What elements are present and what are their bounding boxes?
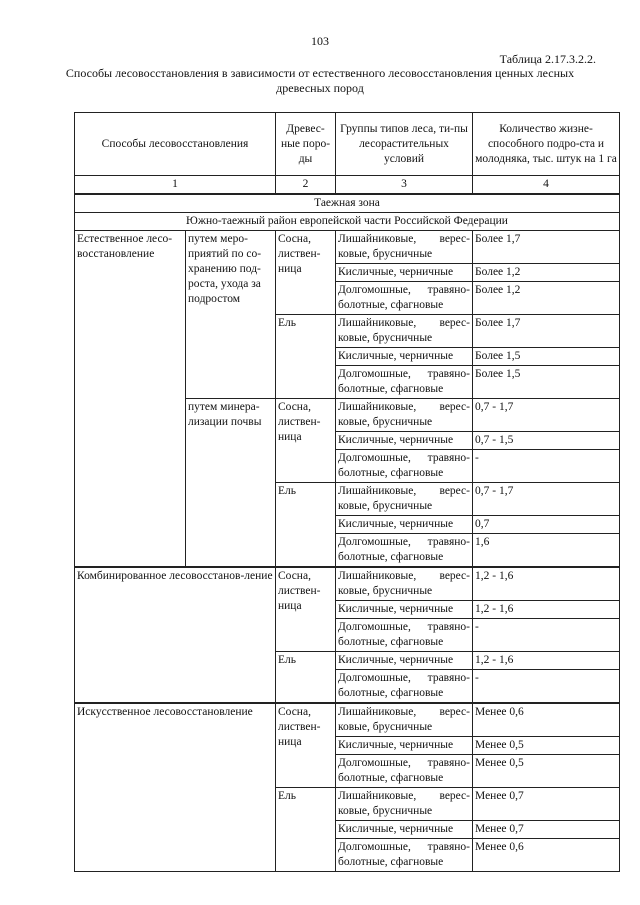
table-row [75, 703, 620, 737]
method-combined: Комбинированное лесовосстанов-ление [75, 567, 276, 703]
quantity-value: Менее 0,6 [473, 839, 620, 872]
table-row [75, 231, 620, 264]
forest-type: Лишайниковые, верес-ковые, брусничные [336, 703, 473, 737]
forest-type: Долгомошные, травяно-болотные, сфагновые [336, 366, 473, 399]
quantity-value: Более 1,7 [473, 315, 620, 348]
quantity-value: - [473, 670, 620, 704]
species-spruce: Ель [276, 483, 336, 568]
species-pine-larch: Сосна, листвен-ница [276, 399, 336, 483]
forest-type: Лишайниковые, верес-ковые, брусничные [336, 788, 473, 821]
species-spruce: Ель [276, 652, 336, 704]
quantity-value: Более 1,2 [473, 264, 620, 282]
forest-type: Кисличные, черничные [336, 516, 473, 534]
forest-type: Лишайниковые, верес-ковые, брусничные [336, 399, 473, 432]
quantity-value: 0,7 - 1,5 [473, 432, 620, 450]
species-pine-larch: Сосна, листвен-ница [276, 703, 336, 788]
forest-type: Долгомошные, травяно-болотные, сфагновые [336, 619, 473, 652]
header-row [75, 113, 620, 176]
column-number: 3 [336, 176, 473, 195]
forest-type: Кисличные, черничные [336, 348, 473, 366]
quantity-value: Менее 0,5 [473, 755, 620, 788]
quantity-value: Менее 0,7 [473, 821, 620, 839]
column-number: 1 [75, 176, 276, 195]
forest-type: Кисличные, черничные [336, 652, 473, 670]
quantity-value: 0,7 - 1,7 [473, 399, 620, 432]
species-spruce: Ель [276, 788, 336, 872]
forest-type: Долгомошные, травяно-болотные, сфагновые [336, 282, 473, 315]
method-natural-sub1: путем меро-приятий по со-хранению под-роста, ухода за подростом [186, 231, 276, 399]
column-number: 4 [473, 176, 620, 195]
forest-type: Долгомошные, травяно-болотные, сфагновые [336, 755, 473, 788]
quantity-value: 1,2 - 1,6 [473, 567, 620, 601]
forest-type: Лишайниковые, верес-ковые, брусничные [336, 231, 473, 264]
zone-row [75, 194, 620, 213]
quantity-value: - [473, 450, 620, 483]
table-title: Способы лесовосстановления в зависимости от естественного лесовосстановления ценных лесных древесных пород [65, 66, 575, 95]
forest-type: Лишайниковые, верес-ковые, брусничные [336, 567, 473, 601]
forest-type: Долгомошные, травяно-болотные, сфагновые [336, 839, 473, 872]
reforestation-table [74, 112, 620, 872]
quantity-value: Более 1,2 [473, 282, 620, 315]
header-quantity: Количество жизне-способного подро-ста и молодняка, тыс. штук на 1 га [473, 113, 620, 176]
header-forest-types: Группы типов леса, ти-пы лесорастительных условий [336, 113, 473, 176]
quantity-value: 1,2 - 1,6 [473, 601, 620, 619]
quantity-value: Менее 0,7 [473, 788, 620, 821]
quantity-value: Менее 0,5 [473, 737, 620, 755]
region-title: Южно-таежный район европейской части Российской Федерации [75, 213, 620, 231]
quantity-value: Более 1,5 [473, 348, 620, 366]
quantity-value: 0,7 - 1,7 [473, 483, 620, 516]
forest-type: Кисличные, черничные [336, 737, 473, 755]
table-label: Таблица 2.17.3.2.2. [499, 52, 596, 66]
method-artificial: Искусственное лесовосстановление [75, 703, 276, 872]
forest-type: Долгомошные, травяно-болотные, сфагновые [336, 450, 473, 483]
zone-title: Таежная зона [75, 194, 620, 213]
header-methods: Способы лесовосстановления [75, 113, 276, 176]
species-spruce: Ель [276, 315, 336, 399]
table-row [75, 567, 620, 601]
forest-type: Кисличные, черничные [336, 601, 473, 619]
method-natural: Естественное лесо-восстановление [75, 231, 186, 568]
forest-type: Долгомошные, травяно-болотные, сфагновые [336, 534, 473, 568]
forest-type: Лишайниковые, верес-ковые, брусничные [336, 315, 473, 348]
quantity-value: 1,2 - 1,6 [473, 652, 620, 670]
region-row [75, 213, 620, 231]
column-number-row [75, 176, 620, 195]
column-number: 2 [276, 176, 336, 195]
method-natural-sub2: путем минера-лизации почвы [186, 399, 276, 568]
species-pine-larch: Сосна, листвен-ница [276, 231, 336, 315]
quantity-value: 0,7 [473, 516, 620, 534]
species-pine-larch: Сосна, листвен-ница [276, 567, 336, 652]
quantity-value: - [473, 619, 620, 652]
page-number: 103 [311, 34, 329, 48]
forest-type: Долгомошные, травяно-болотные, сфагновые [336, 670, 473, 704]
forest-type: Кисличные, черничные [336, 264, 473, 282]
header-species: Древес-ные поро-ды [276, 113, 336, 176]
quantity-value: Более 1,5 [473, 366, 620, 399]
quantity-value: 1,6 [473, 534, 620, 568]
forest-type: Лишайниковые, верес-ковые, брусничные [336, 483, 473, 516]
quantity-value: Менее 0,6 [473, 703, 620, 737]
quantity-value: Более 1,7 [473, 231, 620, 264]
forest-type: Кисличные, черничные [336, 432, 473, 450]
forest-type: Кисличные, черничные [336, 821, 473, 839]
